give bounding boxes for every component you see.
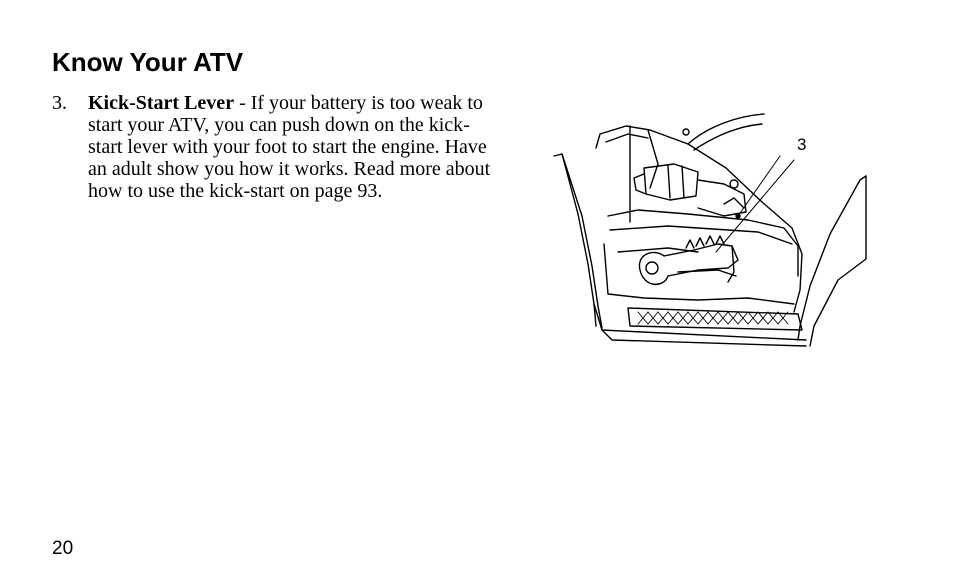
item-number: 3. [52,92,67,114]
page-title: Know Your ATV [52,47,244,77]
page-number: 20 [52,538,74,559]
item-text [88,92,492,202]
item-body: - If your battery is too weak to start your ATV, you can push down on the kick-start lever with your foot to start the engine. Have an adult show you how it works. Read more about how to use the kick-start on page 93. [88,92,491,202]
item-title: Kick-Start Lever [88,92,235,114]
callout-label-3: 3 [797,135,807,154]
kick-start-lever-illustration [548,104,868,354]
list-item-kick-start [52,92,492,202]
